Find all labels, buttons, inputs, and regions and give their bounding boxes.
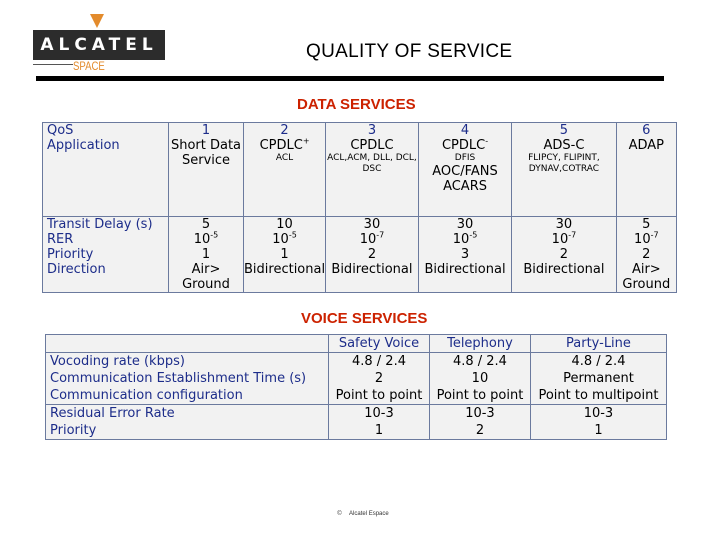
table-row-rer: [43, 232, 677, 247]
transit-delay-6: 5: [616, 217, 676, 233]
app-4-sub: DFIS: [454, 153, 476, 163]
transit-delay-3: 30: [326, 217, 419, 233]
rer-6: $10^{-7}$: [616, 232, 676, 247]
logo-triangle-icon: [90, 14, 104, 28]
voice-cell: 2: [329, 370, 430, 387]
voice-row-configuration: [46, 387, 667, 405]
transit-delay-2: 10: [244, 217, 326, 233]
app-4-main: CPDLC-: [441, 136, 489, 153]
voice-cell: 1: [530, 422, 666, 440]
voice-row-vocoding: [46, 353, 667, 371]
voice-cell: 10-3: [329, 405, 430, 423]
voice-cell: 10-3: [429, 405, 530, 423]
app-4: [418, 138, 511, 217]
voice-cell: 4.8 / 2.4: [429, 353, 530, 371]
qos-5: 5: [512, 123, 616, 139]
transit-delay-1: 5: [169, 217, 244, 233]
priority-1: 1: [169, 247, 244, 262]
priority-3: 2: [326, 247, 419, 262]
data-services-table: [42, 122, 677, 293]
priority-4: 3: [418, 247, 511, 262]
app-1-main: Short Data Service: [170, 138, 242, 168]
voice-header-row: [46, 335, 667, 353]
app-2-sub: ACL: [275, 153, 294, 163]
label-priority: Priority: [43, 247, 169, 262]
voice-label-establishment: Communication Establishment Time (s): [46, 370, 329, 387]
voice-cell: 2: [429, 422, 530, 440]
voice-label-priority: Priority: [46, 422, 329, 440]
transit-delay-5: 30: [512, 217, 616, 233]
app-2-main: CPDLC+: [259, 136, 310, 153]
table-row-transit-delay: [43, 217, 677, 233]
rer-3: $10^{-7}$: [326, 232, 419, 247]
header-rule: [36, 76, 664, 81]
alcatel-logo: [33, 14, 165, 74]
qos-3: 3: [326, 123, 419, 139]
direction-1: Air> Ground: [169, 262, 244, 293]
table-row-qos: [43, 123, 677, 139]
logo-bar: [33, 30, 165, 60]
page-title: QUALITY OF SERVICE: [306, 41, 513, 62]
rer-5: $10^{-7}$: [512, 232, 616, 247]
data-services-title: DATA SERVICES: [297, 96, 416, 113]
priority-2: 1: [244, 247, 326, 262]
voice-label-vocoding: Vocoding rate (kbps): [46, 353, 329, 371]
rer-1: $10^{-5}$: [169, 232, 244, 247]
voice-services-table: [45, 334, 667, 440]
voice-row-residual-error: [46, 405, 667, 423]
voice-label-configuration: Communication configuration: [46, 387, 329, 405]
logo-subtitle: SPACE: [73, 59, 105, 73]
qos-1: 1: [169, 123, 244, 139]
app-6-main: ADAP: [628, 138, 665, 153]
voice-header-empty: [46, 335, 329, 353]
app-2: [244, 138, 326, 217]
app-6: [616, 138, 676, 217]
footer: [0, 511, 720, 517]
voice-cell: 10-3: [530, 405, 666, 423]
voice-cell: 10: [429, 370, 530, 387]
app-5-sub: FLIPCY, FLIPINT, DYNAV,COTRAC: [528, 153, 600, 174]
label-transit-delay: Transit Delay (s): [43, 217, 169, 233]
direction-6: Air> Ground: [616, 262, 676, 293]
voice-cell: 4.8 / 2.4: [329, 353, 430, 371]
app-5: [512, 138, 616, 217]
label-application: Application: [43, 138, 169, 217]
table-row-direction: [43, 262, 677, 293]
footer-brand: Alcatel Espace: [349, 511, 389, 517]
logo-word: ALCATEL: [40, 35, 158, 55]
voice-services-title: VOICE SERVICES: [301, 310, 428, 327]
priority-6: 2: [616, 247, 676, 262]
voice-cell: Point to point: [429, 387, 530, 405]
direction-3: Bidirectional: [326, 262, 419, 293]
app-1: [169, 138, 244, 217]
app-3: [326, 138, 419, 217]
voice-cell: Permanent: [530, 370, 666, 387]
label-qos: QoS: [43, 123, 169, 139]
label-direction: Direction: [43, 262, 169, 293]
rer-2: $10^{-5}$: [244, 232, 326, 247]
app-5-main: ADS-C: [543, 138, 585, 153]
voice-cell: Point to multipoint: [530, 387, 666, 405]
table-row-application: [43, 138, 677, 217]
voice-row-establishment: [46, 370, 667, 387]
qos-6: 6: [616, 123, 676, 139]
voice-cell: Point to point: [329, 387, 430, 405]
voice-cell: 4.8 / 2.4: [530, 353, 666, 371]
direction-4: Bidirectional: [418, 262, 511, 293]
footer-copyright: ©: [337, 511, 342, 517]
voice-row-priority: [46, 422, 667, 440]
app-3-main: CPDLC: [350, 138, 394, 153]
voice-header-party-line: Party-Line: [530, 335, 666, 353]
direction-5: Bidirectional: [512, 262, 616, 293]
app-3-sub: ACL,ACM, DLL, DCL, DSC: [327, 153, 417, 174]
transit-delay-4: 30: [418, 217, 511, 233]
table-row-priority: [43, 247, 677, 262]
direction-2: Bidirectional: [244, 262, 326, 293]
qos-2: 2: [244, 123, 326, 139]
priority-5: 2: [512, 247, 616, 262]
voice-header-telephony: Telephony: [429, 335, 530, 353]
label-rer: RER: [43, 232, 169, 247]
rer-4: $10^{-5}$: [418, 232, 511, 247]
logo-divider: [33, 64, 73, 65]
voice-cell: 1: [329, 422, 430, 440]
app-4-extra: AOC/FANS ACARS: [432, 164, 498, 194]
qos-4: 4: [418, 123, 511, 139]
voice-header-safety-voice: Safety Voice: [329, 335, 430, 353]
voice-label-residual-error: Residual Error Rate: [46, 405, 329, 423]
